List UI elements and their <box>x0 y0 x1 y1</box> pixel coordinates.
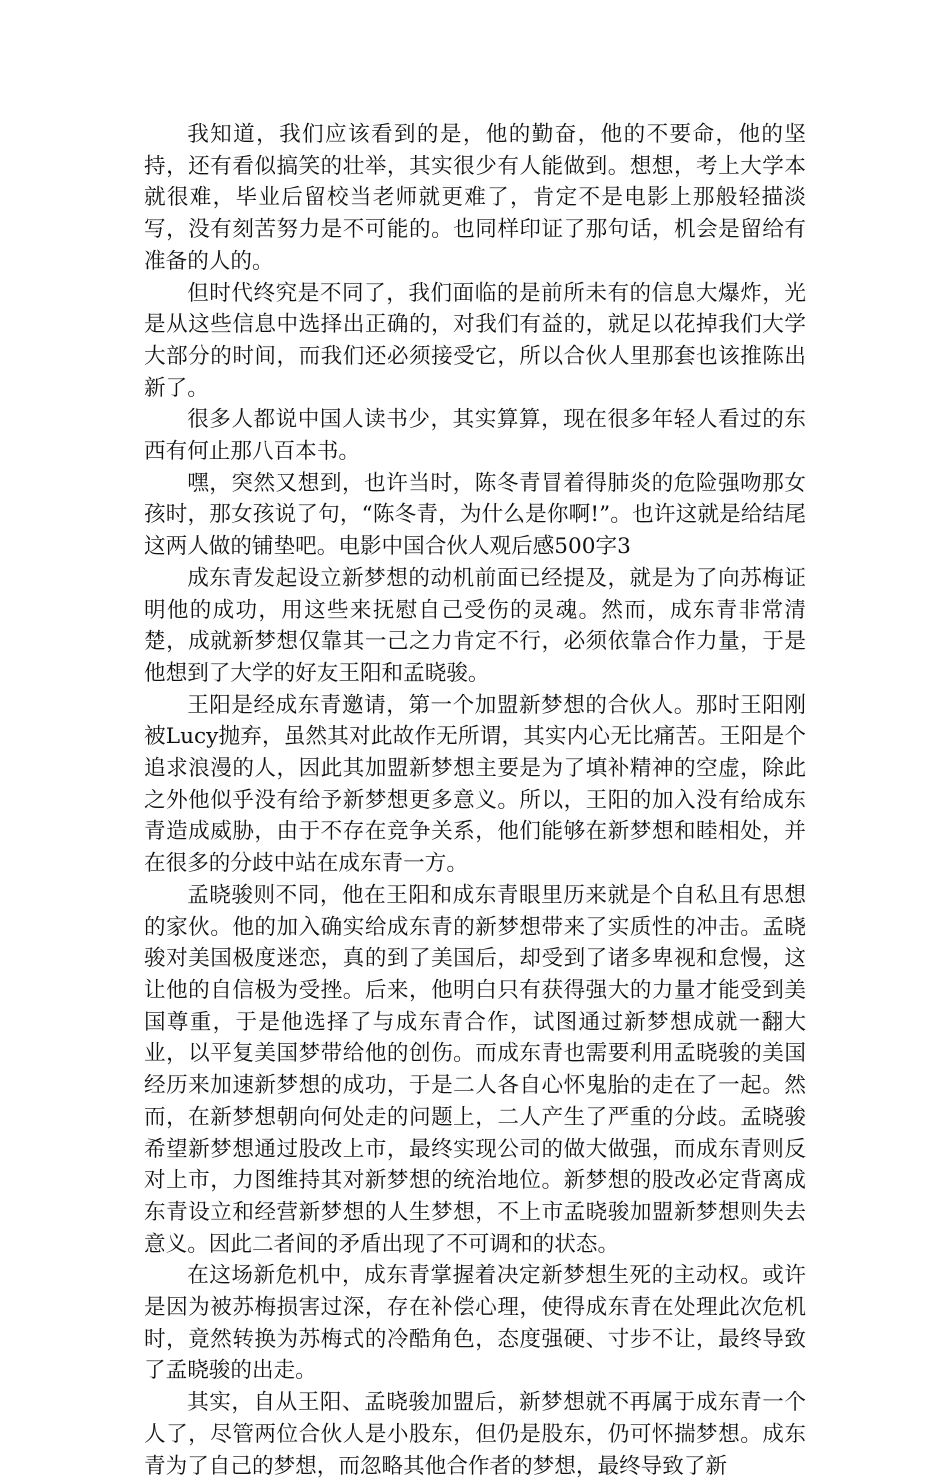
paragraph-3: 很多人都说中国人读书少，其实算算，现在很多年轻人看过的东西有何止那八百本书。 <box>144 407 806 465</box>
paragraph-4: 嘿，突然又想到，也许当时，陈冬青冒着得肺炎的危险强吻那女孩时，那女孩说了句，“陈冬青，为什么是你啊!”。也许这就是给结尾这两人做的铺垫吧。电影中国合伙人观后感500字3 <box>144 470 806 560</box>
paragraph-1: 我知道，我们应该看到的是，他的勤奋，他的不要命，他的坚持，还有看似搞笑的壮举，其实很少有人能做到。想想，考上大学本就很难，毕业后留校当老师就更难了，肯定不是电影上那般轻描淡写，没有刻苦努力是不可能的。也同样印证了那句话，机会是留给有准备的人的。 <box>144 122 806 274</box>
paragraph-9: 其实，自从王阳、孟晓骏加盟后，新梦想就不再属于成东青一个人了，尽管两位合伙人是小股东，但仍是股东，仍可怀揣梦想。成东青为了自己的梦想，而忽略其他合作者的梦想，最终导致了新 <box>144 1390 806 1479</box>
paragraph-8: 在这场新危机中，成东青掌握着决定新梦想生死的主动权。或许是因为被苏梅损害过深，存在补偿心理，使得成东青在处理此次危机时，竟然转换为苏梅式的冷酷角色，态度强硬、寸步不让，最终导致了孟晓骏的出走。 <box>144 1263 806 1384</box>
paragraph-7: 孟晓骏则不同，他在王阳和成东青眼里历来就是个自私且有思想的家伙。他的加入确实给成东青的新梦想带来了实质性的冲击。孟晓骏对美国极度迷恋，真的到了美国后，却受到了诸多卑视和怠慢，这让他的自信极为受挫。后来，他明白只有获得强大的力量才能受到美国尊重，于是他选择了与成东青合作，试图通过新梦想成就一翻大业，以平复美国梦带给他的创伤。而成东青也需要利用孟晓骏的美国经历来加速新梦想的成功，于是二人各自心怀鬼胎的走在了一起。然而，在新梦想朝向何处走的问题上，二人产生了严重的分歧。孟晓骏希望新梦想通过股改上市，最终实现公司的做大做强，而成东青则反对上市，力图维持其对新梦想的统治地位。新梦想的股改必定背离成东青设立和经营新梦想的人生梦想，不上市孟晓骏加盟新梦想则失去意义。因此二者间的矛盾出现了不可调和的状态。 <box>144 882 806 1257</box>
paragraph-6: 王阳是经成东青邀请，第一个加盟新梦想的合伙人。那时王阳刚被Lucy抛弃，虽然其对此故作无所谓，其实内心无比痛苦。王阳是个追求浪漫的人，因此其加盟新梦想主要是为了填补精神的空虚，除此之外他似乎没有给予新梦想更多意义。所以，王阳的加入没有给成东青造成威胁，由于不存在竞争关系，他们能够在新梦想和睦相处，并在很多的分歧中站在成东青一方。 <box>144 692 806 877</box>
paragraph-2: 但时代终究是不同了，我们面临的是前所未有的信息大爆炸，光是从这些信息中选择出正确的，对我们有益的，就足以花掉我们大学大部分的时间，而我们还必须接受它，所以合伙人里那套也该推陈出新了。 <box>144 280 806 401</box>
document-body <box>144 119 806 1482</box>
paragraph-5: 成东青发起设立新梦想的动机前面已经提及，就是为了向苏梅证明他的成功，用这些来抚慰自己受伤的灵魂。然而，成东青非常清楚，成就新梦想仅靠其一己之力肯定不行，必须依靠合作力量，于是他想到了大学的好友王阳和孟晓骏。 <box>144 565 806 686</box>
